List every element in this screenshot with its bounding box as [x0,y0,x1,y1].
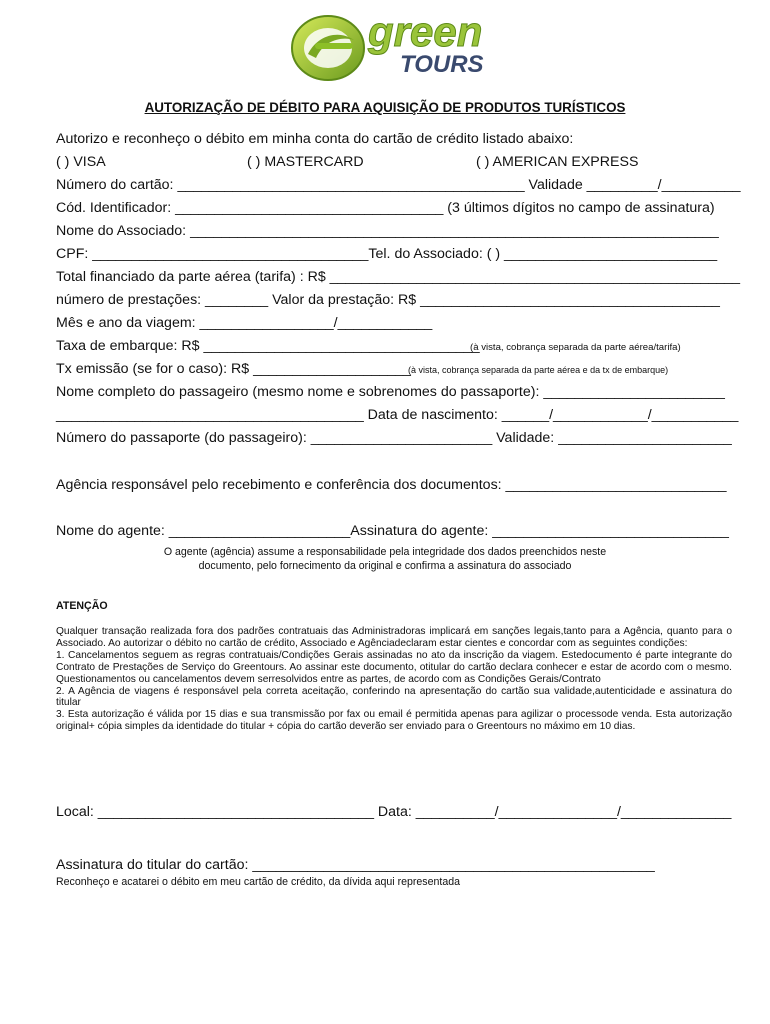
taxa-embarque-note: (à vista, cobrança separada da parte aérea/tarifa) [470,342,681,353]
cpf-phone-field[interactable]: CPF: ___________________________________Tel. do Associado: ( ) ___________________________ [56,246,718,262]
birth-date-field[interactable]: _______________________________________ Data de nascimento: ______/____________/___________ [56,407,739,423]
logo-word-green: green [368,8,483,55]
agent-note-line-1: O agente (agência) assume a responsabilidade pela integridade dos dados preenchidos neste [163,546,607,558]
mastercard-option[interactable]: ( ) MASTERCARD [247,154,364,170]
local-date-field[interactable]: Local: ___________________________________ Data: __________/_______________/______________ [56,804,732,820]
cardholder-signature-field[interactable]: Assinatura do titular do cartão: ___________________________________________________ [56,857,655,873]
conditions-paragraph: 2. A Agência de viagens é responsável pela correta aceitação, conferindo na apresentação do cartão sua validade,autenticidade e assinatura do titular [56,685,732,709]
swirl-icon [292,16,364,80]
agent-field[interactable]: Nome do agente: _______________________Assinatura do agente: ______________________________ [56,523,729,539]
prestacoes-field[interactable]: número de prestações: ________ Valor da prestação: R$ ______________________________________ [56,292,720,308]
tx-emissao-field[interactable]: Tx emissão (se for o caso): R$ ____________________ [56,361,411,377]
cod-identificador-field[interactable]: Cód. Identificador: __________________________________ (3 últimos dígitos no campo de assinatura) [56,200,715,216]
agencia-field[interactable]: Agência responsável pelo recebimento e conferência dos documentos: ____________________________ [56,477,727,493]
agent-note-line-2: documento, pelo fornecimento da original e confirma a assinatura do associado [198,560,572,572]
card-number-field[interactable]: Número do cartão: ____________________________________________ Validade _________/__________ [56,177,741,193]
conditions-paragraph: Qualquer transação realizada fora dos padrões contratuais das Administradoras implicará em sanções legais,tanto para a Agência, quanto para o Associado. Ao autorizar o débito no cartão de crédito, Associado e Agênciadeclaram estar cientes e concordar com as seguintes condições: [56,626,732,649]
document-title: AUTORIZAÇÃO DE DÉBITO PARA AQUISIÇÃO DE PRODUTOS TURÍSTICOS [144,100,626,115]
conditions-paragraph: 1. Cancelamentos seguem as regras contratuais/Condições Gerais assinadas no ato da inscrição da viagem. Estedocumento é parte integrante do Contrato de Prestações de Serviço do Greentours. Ao assinar este documento, otitular do cartão declara conhecer e estar de acordo com o mesmo. Questionamentos ou cancelamentos devem serresolvidos entre as partes, de acordo com as Condições Gerais/Contrato [56,649,732,685]
intro-text: Autorizo e reconheço o débito em minha conta do cartão de crédito listado abaixo: [56,131,574,147]
greentours-logo [288,6,508,86]
passenger-name-field[interactable]: Nome completo do passageiro (mesmo nome e sobrenomes do passaporte): _______________________ [56,384,725,400]
visa-option[interactable]: ( ) VISA [56,154,106,170]
tx-emissao-note: (à vista, cobrança separada da parte aérea e da tx de embarque) [408,365,669,375]
taxa-embarque-field[interactable]: Taxa de embarque: R$ ___________________________________ [56,338,480,354]
acknowledgement-text: Reconheço e acatarei o débito em meu cartão de crédito, da dívida aqui representada [56,876,460,888]
amex-option[interactable]: ( ) AMERICAN EXPRESS [476,154,639,170]
conditions-text [56,626,732,733]
atencao-heading: ATENÇÃO [56,600,108,612]
passport-field[interactable]: Número do passaporte (do passageiro): _______________________ Validade: ______________________ [56,430,732,446]
conditions-paragraph: 3. Esta autorização é válida por 15 dias e sua transmissão por fax ou email é permitida apenas para agilizar o processode venda. Esta autorização original+ cópia simples da identidade do titular + cópia do cartão deverão ser enviado para o Greentours no máximo em 10 dias. [56,709,732,733]
total-financiado-field[interactable]: Total financiado da parte aérea (tarifa) : R$ ____________________________________________________ [56,269,740,285]
mes-ano-viagem-field[interactable]: Mês e ano da viagem: _________________/____________ [56,315,433,331]
logo-word-tours: TOURS [400,51,484,78]
associado-name-field[interactable]: Nome do Associado: ___________________________________________________________________ [56,223,719,239]
